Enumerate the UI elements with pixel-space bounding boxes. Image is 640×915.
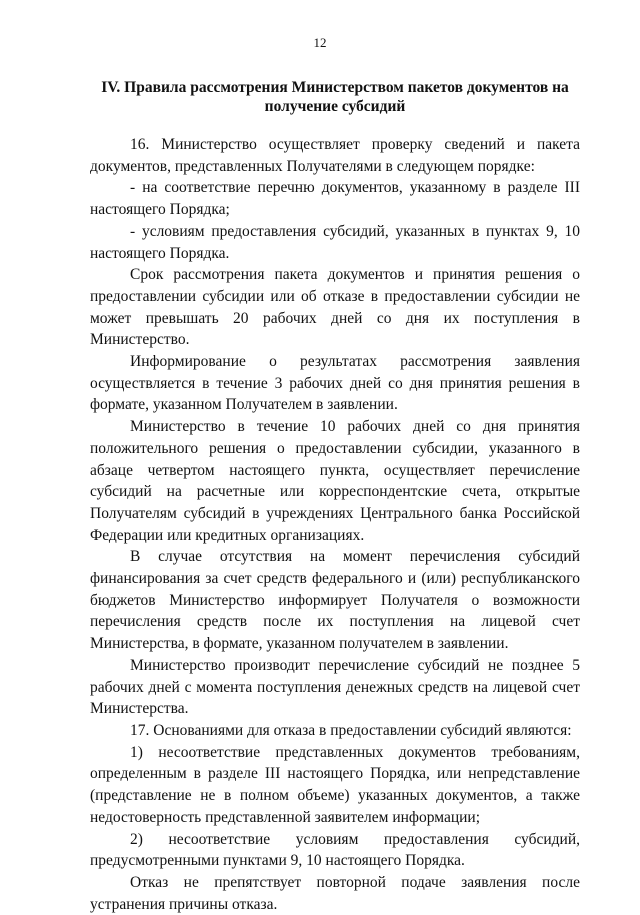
paragraph-17-intro: 17. Основаниями для отказа в предоставлении субсидий являются: bbox=[130, 721, 572, 739]
paragraph-informing: Информирование о результатах рассмотрения заявления осуществляется в течение 3 рабочих дней со дня принятия решения в формате, указанном Получателем в заявлении. bbox=[90, 353, 580, 414]
section-title: IV. Правила рассмотрения Министерством пакетов документов на получение субсидий bbox=[101, 79, 569, 115]
paragraph-no-funding: В случае отсутствия на момент перечисления субсидий финансирования за счет средств федерального и (или) республиканского бюджетов Министерство информирует Получателя о возможности перечисления средств после их поступления на лицевой счет Министерства, в формате, указанном получателем в заявлении. bbox=[90, 548, 580, 653]
paragraph-resubmission: Отказ не препятствует повторной подаче заявления после устранения причины отказа. bbox=[90, 873, 580, 913]
paragraph-list-item-conditions: - условиям предоставления субсидий, указанных в пунктах 9, 10 настоящего Порядка. bbox=[90, 222, 580, 262]
paragraph-refusal-reason-2: 2) несоответствие условиям предоставления субсидий, предусмотренными пунктами 9, 10 настоящего Порядка. bbox=[90, 830, 580, 870]
paragraph-list-item-documents: - на соответствие перечню документов, указанному в разделе III настоящего Порядка; bbox=[90, 179, 580, 219]
paragraph-review-term: Срок рассмотрения пакета документов и принятия решения о предоставлении субсидии или об отказе в предоставлении субсидии не может превышать 20 рабочих дней со дня их поступления в Министерство. bbox=[90, 266, 580, 349]
document-body bbox=[90, 134, 580, 915]
page-number: 12 bbox=[313, 35, 327, 50]
paragraph-refusal-reason-1: 1) несоответствие представленных документов требованиям, определенным в разделе III настоящего Порядка, или непредставление (представление не в полном объеме) указанных документов, а также недостоверность представленной заявителем информации; bbox=[90, 743, 580, 826]
paragraph-transfer-deadline: Министерство производит перечисление субсидий не позднее 5 рабочих дней с момента поступления денежных средств на лицевой счет Министерства. bbox=[90, 656, 580, 718]
paragraph-transfer: Министерство в течение 10 рабочих дней со дня принятия положительного решения о предоставлении субсидии, указанного в абзаце четвертом настоящего пункта, осуществляет перечисление субсидий на расчетные или корреспондентские счета, открытые Получателям субсидий в учреждениях Центрального банка Российской Федерации или кредитных организациях. bbox=[90, 418, 580, 544]
paragraph-16-intro: 16. Министерство осуществляет проверку сведений и пакета документов, представленных Получателями в следующем порядке: bbox=[90, 136, 580, 175]
